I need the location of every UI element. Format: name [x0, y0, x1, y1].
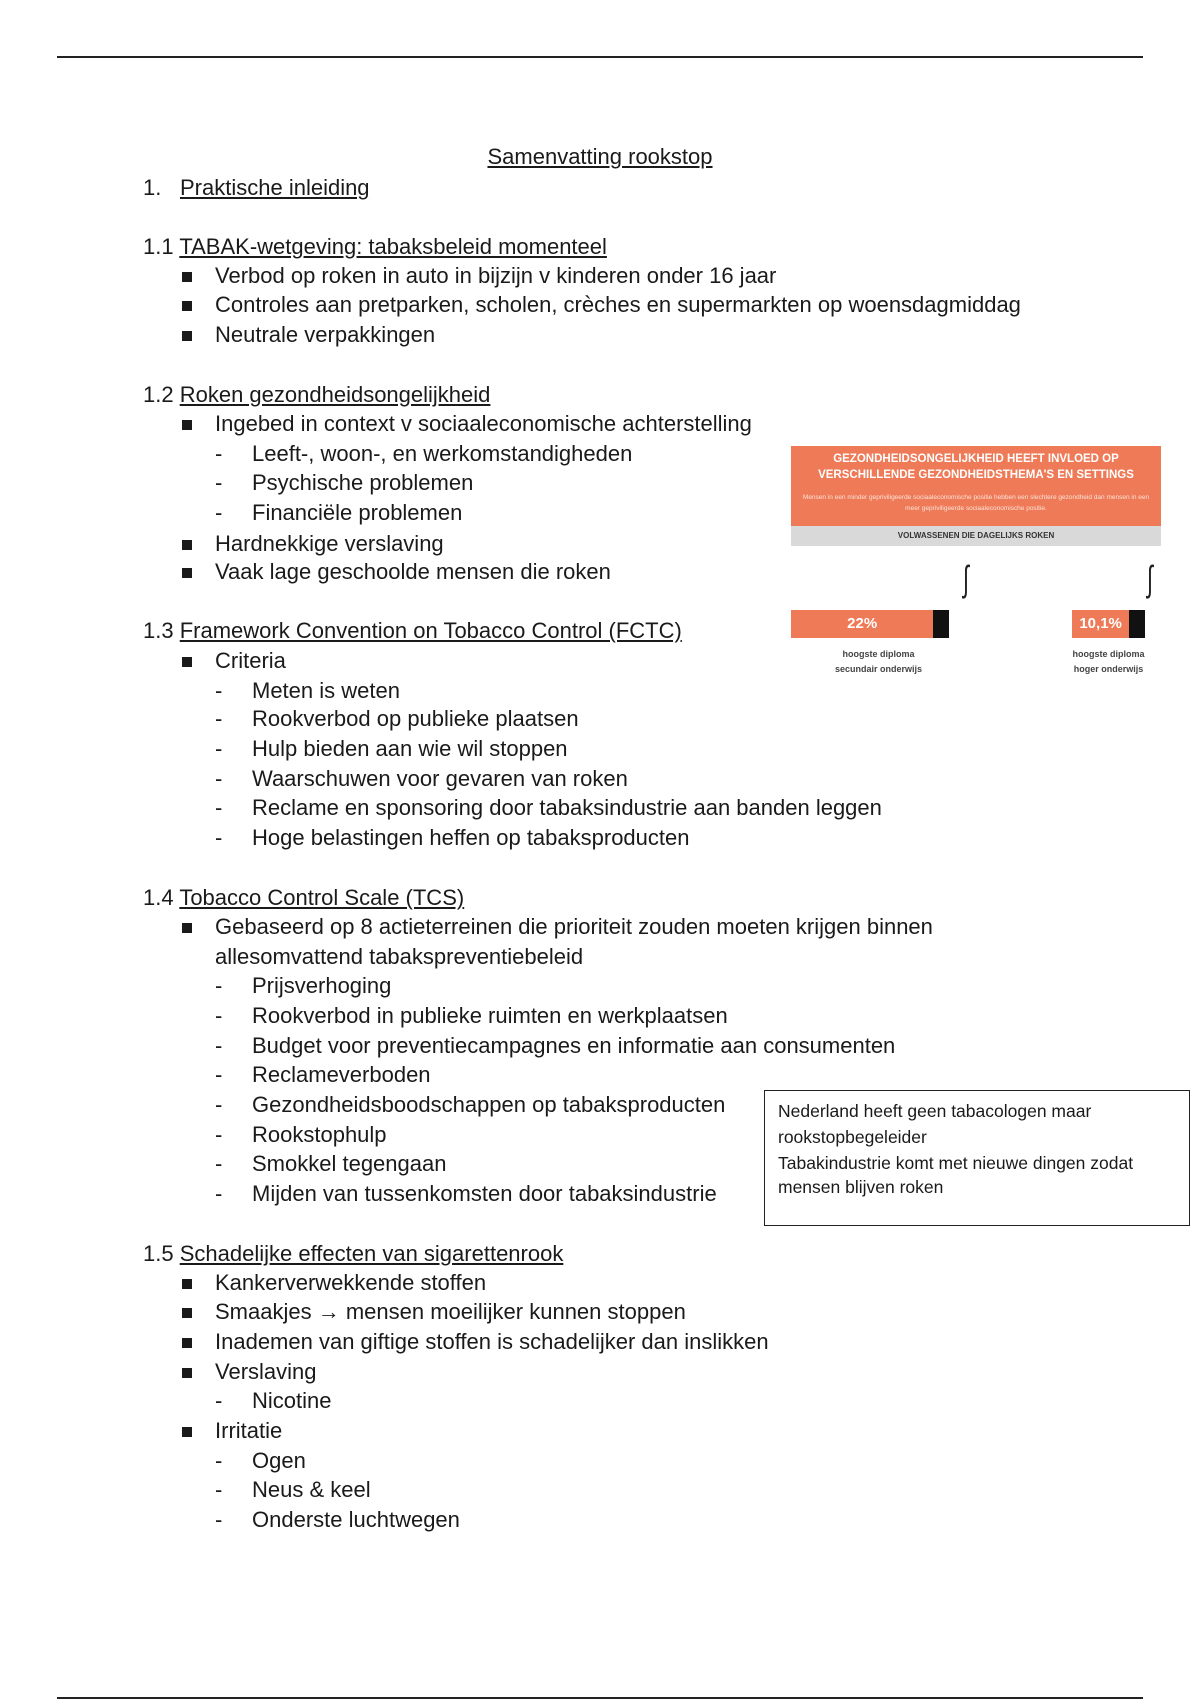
section-number: 1.4	[143, 885, 174, 910]
bar-caption	[791, 647, 966, 677]
section-1-3-heading	[143, 618, 682, 644]
dash-marker: -	[215, 973, 223, 998]
dash-marker: -	[215, 1448, 223, 1473]
smoke-icon: ∫	[1146, 558, 1153, 599]
list-item: Gebaseerd op 8 actieterreinen die prioriteit zouden moeten krijgen binnen	[215, 914, 933, 939]
list-item: Criteria	[215, 648, 286, 673]
infographic-band-label: VOLWASSENEN DIE DAGELIJKS ROKEN	[791, 526, 1161, 546]
sub-list-item: Waarschuwen voor gevaren van roken	[252, 766, 628, 791]
section-1-1-heading	[143, 234, 607, 260]
section-1-2-heading	[143, 382, 490, 408]
section-number: 1.3	[143, 618, 174, 643]
bar-secundair: 22%	[791, 610, 933, 638]
sub-list-item: Gezondheidsboodschappen op tabaksproducten	[252, 1092, 726, 1117]
dash-marker: -	[215, 1092, 223, 1117]
bullet-marker	[182, 657, 192, 667]
dash-marker: -	[215, 500, 223, 525]
note-line: rookstopbegeleider	[778, 1127, 927, 1147]
sub-list-item: Meten is weten	[252, 678, 400, 703]
sub-list-item: Nicotine	[252, 1388, 332, 1413]
bullet-marker	[182, 301, 192, 311]
bullet-marker	[182, 923, 192, 933]
list-item: Inademen van giftige stoffen is schadelijker dan inslikken	[215, 1329, 769, 1354]
dash-marker: -	[215, 1062, 223, 1087]
sub-list-item: Mijden van tussenkomsten door tabaksindustrie	[252, 1181, 717, 1206]
list-item: Hardnekkige verslaving	[215, 531, 444, 556]
list-item: Controles aan pretparken, scholen, crèches en supermarkten op woensdagmiddag	[215, 292, 1021, 317]
note-box	[764, 1090, 1190, 1226]
bullet-marker	[182, 1368, 192, 1378]
sub-list-item: Smokkel tegengaan	[252, 1151, 447, 1176]
sub-list-item: Rookverbod in publieke ruimten en werkplaatsen	[252, 1003, 728, 1028]
note-line: mensen blijven roken	[778, 1177, 944, 1197]
dash-marker: -	[215, 1033, 223, 1058]
section-1-4-heading	[143, 885, 464, 911]
sub-list-item: Hoge belastingen heffen op tabaksproducten	[252, 825, 690, 850]
dash-marker: -	[215, 441, 223, 466]
bullet-marker	[182, 1308, 192, 1318]
section-title: TABAK-wetgeving: tabaksbeleid momenteel	[179, 234, 607, 259]
bullet-marker	[182, 568, 192, 578]
note-line: Nederland heeft geen tabacologen maar	[778, 1101, 1092, 1121]
dash-marker: -	[215, 470, 223, 495]
dash-marker: -	[215, 706, 223, 731]
section-title: Roken gezondheidsongelijkheid	[179, 382, 491, 407]
dash-marker: -	[215, 1122, 223, 1147]
sub-list-item: Psychische problemen	[252, 470, 474, 495]
list-item: Kankerverwekkende stoffen	[215, 1270, 487, 1295]
dash-marker: -	[215, 736, 223, 761]
caption-line: hoger onderwijs	[1073, 664, 1144, 674]
cigarette-tip	[933, 610, 949, 638]
bullet-marker	[182, 1427, 192, 1437]
bar-hoger: 10,1%	[1072, 610, 1129, 638]
dash-marker: -	[215, 825, 223, 850]
infographic-title: GEZONDHEIDSONGELIJKHEID HEEFT INVLOED OP VERSCHILLENDE GEZONDHEIDSTHEMA'S EN SETTINGS	[818, 453, 1134, 481]
section-number: 1.1	[143, 234, 174, 259]
sub-list-item: Rookverbod op publieke plaatsen	[252, 706, 579, 731]
bar-caption	[1056, 647, 1161, 677]
bullet-marker	[182, 1279, 192, 1289]
sub-list-item: Leeft-, woon-, en werkomstandigheden	[252, 441, 633, 466]
cigarette-tip	[1129, 610, 1145, 638]
dash-marker: -	[215, 678, 223, 703]
chapter-number: 1.	[143, 175, 162, 200]
sub-list-item: Neus & keel	[252, 1477, 371, 1502]
list-item: Verbod op roken in auto in bijzijn v kinderen onder 16 jaar	[215, 263, 777, 288]
sub-list-item: Onderste luchtwegen	[252, 1507, 460, 1532]
section-title: Schadelijke effecten van sigarettenrook	[179, 1241, 564, 1266]
list-item: Vaak lage geschoolde mensen die roken	[215, 559, 611, 584]
section-title: Framework Convention on Tobacco Control (FCTC)	[179, 618, 682, 643]
bullet-marker	[182, 272, 192, 282]
chapter-title: Praktische inleiding	[180, 175, 370, 200]
list-item-continuation: allesomvattend tabakspreventiebeleid	[215, 944, 584, 969]
note-line: Tabakindustrie komt met nieuwe dingen zodat	[778, 1153, 1134, 1173]
list-item: Verslaving	[215, 1359, 317, 1384]
sub-list-item: Hulp bieden aan wie wil stoppen	[252, 736, 568, 761]
bullet-marker	[182, 420, 192, 430]
smoke-icon: ∫	[962, 558, 969, 599]
dash-marker: -	[215, 1151, 223, 1176]
section-number: 1.2	[143, 382, 174, 407]
sub-list-item: Reclameverboden	[252, 1062, 431, 1087]
list-item: Irritatie	[215, 1418, 283, 1443]
bullet-marker	[182, 1338, 192, 1348]
dash-marker: -	[215, 1388, 223, 1413]
sub-list-item: Prijsverhoging	[252, 973, 392, 998]
sub-list-item: Rookstophulp	[252, 1122, 387, 1147]
dash-marker: -	[215, 795, 223, 820]
footer-rule	[57, 1697, 1143, 1699]
infographic-header	[791, 446, 1161, 526]
sub-list-item: Ogen	[252, 1448, 306, 1473]
sub-list-item: Financiële problemen	[252, 500, 463, 525]
document-title: Samenvatting rookstop	[487, 144, 713, 169]
dash-marker: -	[215, 1477, 223, 1502]
bullet-marker	[182, 331, 192, 341]
dash-marker: -	[215, 1003, 223, 1028]
dash-marker: -	[215, 766, 223, 791]
section-title: Tobacco Control Scale (TCS)	[179, 885, 465, 910]
section-1-5-heading	[143, 1241, 563, 1267]
sub-list-item: Reclame en sponsoring door tabaksindustrie aan banden leggen	[252, 795, 882, 820]
caption-line: secundair onderwijs	[834, 664, 923, 674]
infographic-subtitle: Mensen in een minder gepriviligeerde sociaaleconomische positie hebben een slechtere gezondheid dan mensen in een meer gepriviligeerde sociaaleconomische positie.	[802, 494, 1150, 512]
dash-marker: -	[215, 1181, 223, 1206]
bullet-marker	[182, 540, 192, 550]
caption-line: hoogste diploma	[842, 649, 915, 659]
header-rule	[57, 56, 1143, 58]
sub-list-item: Budget voor preventiecampagnes en informatie aan consumenten	[252, 1033, 896, 1058]
list-item: Smaakjes → mensen moeilijker kunnen stoppen	[215, 1299, 686, 1324]
caption-line: hoogste diploma	[1072, 649, 1145, 659]
section-number: 1.5	[143, 1241, 174, 1266]
list-item: Neutrale verpakkingen	[215, 322, 436, 347]
infographic	[791, 446, 1161, 686]
dash-marker: -	[215, 1507, 223, 1532]
list-item: Ingebed in context v sociaaleconomische achterstelling	[215, 411, 752, 436]
